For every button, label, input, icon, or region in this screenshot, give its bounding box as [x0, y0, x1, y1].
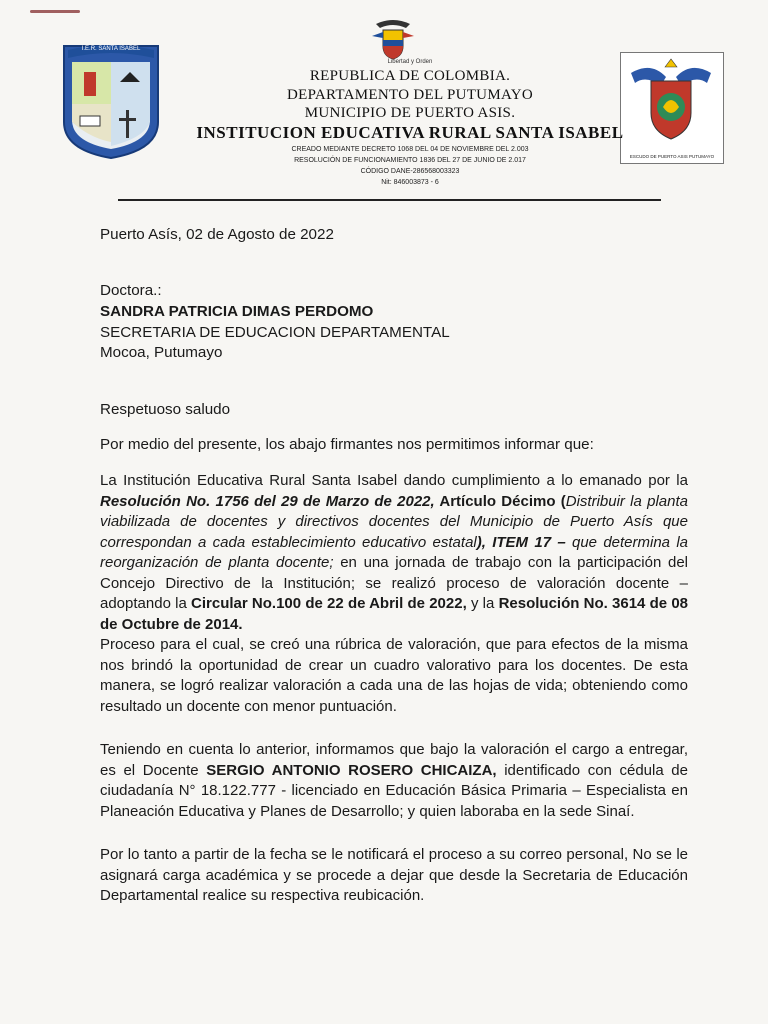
recipient-position: SECRETARIA DE EDUCACION DEPARTAMENTAL	[100, 324, 450, 341]
nit-number: Nit: 846003873 - 6	[381, 179, 439, 186]
dane-code: CÓDIGO DANE-286568003323	[360, 168, 460, 175]
p3-text-a: Teniendo en cuenta lo anterior, informamos que bajo la valoración el cargo a entregar, es el Docente	[100, 741, 688, 779]
header-department: DEPARTAMENTO DEL PUTUMAYO	[287, 87, 533, 103]
institution-logo	[60, 42, 162, 160]
scan-mark	[30, 10, 80, 13]
creation-decree: CREADO MEDIANTE DECRETO 1068 DEL 04 DE NOVIEMBRE DEL 2.003	[291, 146, 529, 153]
intro-line: Por medio del presente, los abajo firmantes nos permitimos informar que:	[100, 436, 594, 453]
recipient-city: Mocoa, Putumayo	[100, 344, 223, 361]
p1-quote: Distribuir la planta viabilizada de docentes y directivos docentes del Municipio de Puerto Asís que correspondan a cada establecimiento educativo estatal	[100, 492, 688, 551]
paragraph-teacher	[100, 740, 688, 822]
p1-article: Artículo Décimo	[434, 492, 556, 510]
p1-text-a: La Institución Educativa Rural Santa Isabel dando cumplimiento a lo emanado por la	[100, 472, 688, 489]
header-country: REPUBLICA DE COLOMBIA.	[309, 68, 511, 84]
date-line: Puerto Asís, 02 de Agosto de 2022	[100, 226, 334, 243]
p1-text-b: en una jornada de trabajo con la participación del Concejo Directivo de la Institución; se realizó proceso de valoración docente – adoptando la	[100, 554, 688, 612]
municipal-crest-caption: ESCUDO DE PUERTO ASIS PUTUMAYO	[629, 154, 715, 159]
p1-determina: que determina la reorganización de planta docente;	[100, 533, 688, 571]
p3-text-b: identificado con cédula de ciudadanía N° 18.122.777 - licenciado en Educación Básica Primaria – Especialista en Planeación Educativa y Planes de Desarrollo; y quien laboraba en la sede Sinaí.	[100, 761, 688, 820]
national-motto: Libertad y Orden	[387, 59, 433, 65]
p1-text-c: y la	[466, 595, 499, 612]
p1-item: ), ITEM 17 –	[476, 533, 566, 551]
recipient-salutation: Doctora.:	[100, 282, 162, 299]
p1-resolution-ref: Resolución No. 1756 del 29 de Marzo de 2022,	[100, 492, 435, 510]
institution-name: INSTITUCION EDUCATIVA RURAL SANTA ISABEL	[196, 123, 624, 142]
logo-caption: I.E.R. SANTA ISABEL	[81, 46, 141, 52]
operation-resolution: RESOLUCIÓN DE FUNCIONAMIENTO 1836 DEL 27 DE JUNIO DE 2.017	[294, 157, 526, 164]
paragraph-resolution	[100, 471, 688, 635]
greeting: Respetuoso saludo	[100, 401, 231, 418]
p1-resolution-2014: Resolución No. 3614 de 08 de Octubre de 2014.	[100, 595, 688, 633]
p1-open-paren: (	[555, 492, 566, 510]
p3-teacher-name: SERGIO ANTONIO ROSERO CHICAIZA,	[206, 761, 497, 779]
recipient-name: SANDRA PATRICIA DIMAS PERDOMO	[100, 303, 374, 320]
colombia-crest	[370, 16, 416, 62]
header-divider	[118, 199, 661, 201]
p1-circular: Circular No.100 de 22 de Abril de 2022,	[191, 595, 467, 612]
header-municipality: MUNICIPIO DE PUERTO ASIS.	[304, 105, 516, 121]
paragraph-notification: Por lo tanto a partir de la fecha se le notificará el proceso a su correo personal, No se le asignará carga académica y se procede a dejar que desde la Secretaria de Educación Departamental realice su respectiva reubicación.	[100, 846, 688, 904]
paragraph-rubric: Proceso para el cual, se creó una rúbrica de valoración, que para efectos de la misma nos brindó la oportunidad de crear un cuadro valorativo para los docentes. De esta manera, se logró realizar valoración a cada una de las hojas de vida; obteniendo como resultado un docente con menor puntuación.	[100, 636, 688, 715]
